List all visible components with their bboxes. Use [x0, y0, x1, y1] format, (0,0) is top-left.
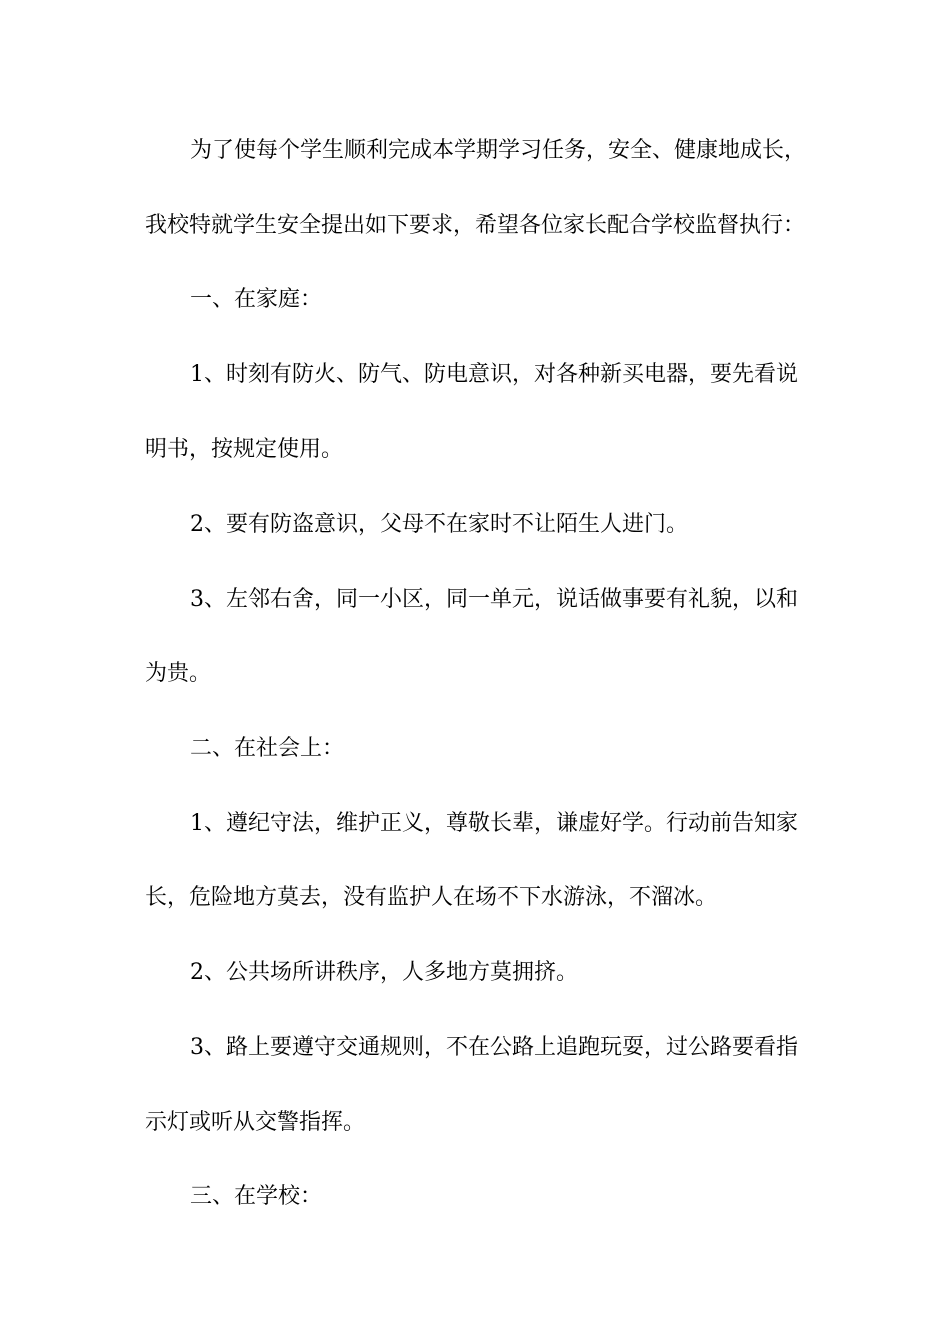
society-item-1-line-2: 长，危险地方莫去，没有监护人在场不下水游泳，不溜冰。 — [145, 885, 718, 910]
intro-line-2: 我校特就学生安全提出如下要求，希望各位家长配合学校监督执行： — [145, 213, 806, 238]
section-heading-school: 三、在学校： — [190, 1184, 323, 1209]
society-item-3-line-2: 示灯或听从交警指挥。 — [145, 1110, 366, 1135]
society-item-1-line-1: 1、遵纪守法，维护正义，尊敬长辈，谦虚好学。行动前告知家 — [190, 811, 798, 836]
home-item-1-line-1: 1、时刻有防火、防气、防电意识，对各种新买电器，要先看说 — [190, 362, 798, 387]
society-item-3-line-1: 3、路上要遵守交通规则，不在公路上追跑玩耍，过公路要看指 — [190, 1035, 798, 1060]
intro-line-1: 为了使每个学生顺利完成本学期学习任务，安全、健康地成长， — [190, 138, 807, 163]
section-heading-society: 二、在社会上： — [190, 736, 345, 761]
home-item-1-line-2: 明书，按规定使用。 — [145, 437, 344, 462]
home-item-3-line-1: 3、左邻右舍，同一小区，同一单元，说话做事要有礼貌，以和 — [190, 587, 798, 612]
society-item-2: 2、公共场所讲秩序，人多地方莫拥挤。 — [190, 960, 578, 985]
home-item-3-line-2: 为贵。 — [145, 661, 212, 686]
home-item-2: 2、要有防盗意识，父母不在家时不让陌生人进门。 — [190, 512, 688, 537]
section-heading-home: 一、在家庭： — [190, 287, 323, 312]
